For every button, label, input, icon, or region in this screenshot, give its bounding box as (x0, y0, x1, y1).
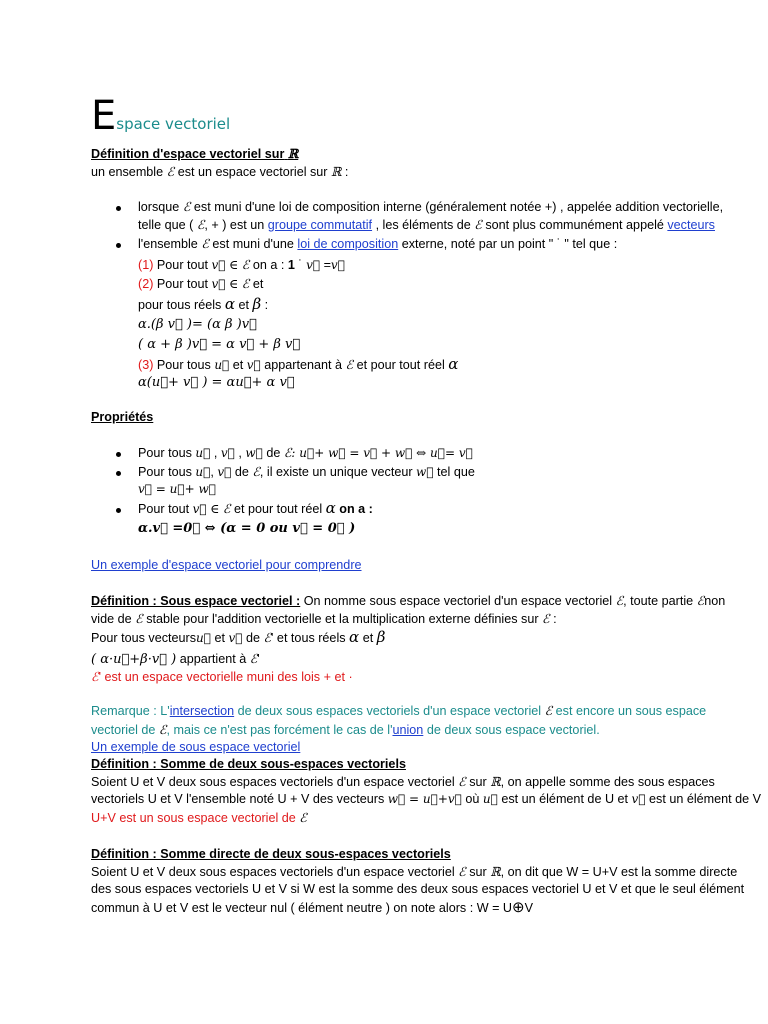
page-title (91, 93, 231, 145)
prop-2-equation: v⃗ = u⃗+ w⃗ (138, 482, 216, 496)
title-rest: space vectoriel (116, 115, 231, 133)
bullet-dot (116, 452, 121, 457)
union-link[interactable]: union (392, 723, 424, 737)
somme-line-3: U+V est un sous espace vectoriel de ℰ (91, 810, 307, 825)
groupe-commutatif-link[interactable]: groupe commutatif (267, 218, 373, 232)
bullet-dot (116, 508, 121, 513)
directe-line-2: des sous espaces vectoriels U et V si W est la somme des deux sous espaces vectoriel U et V et que le seul élément (91, 882, 745, 896)
formula-2: ( α + β )v⃗ = α v⃗ + β v⃗ (138, 337, 301, 352)
def-ev-bullet-1-line-2: telle que ( ℰ, + ) est un groupe commutatif , les éléments de ℰ sont plus communément appelé vecteurs (138, 217, 715, 232)
somme-heading: Définition : Somme de deux sous-espaces vectoriels (91, 757, 406, 771)
vecteurs-link[interactable]: vecteurs (667, 218, 715, 232)
def-ev-bullet-1-line-1: lorsque ℰ est muni d'une loi de composition interne (généralement notée +) , appelée addition vectorielle, (138, 199, 724, 214)
example-subspace-link[interactable]: Un exemple de sous espace vectoriel (91, 740, 301, 754)
directe-line-3: commun à U et V est le vecteur nul ( élément neutre ) on note alors : W = U⊕V (91, 899, 534, 916)
prop-2: Pour tous u⃗, v⃗ de ℰ, il existe un unique vecteur w⃗ tel que (138, 464, 475, 479)
axiom-3: (3) Pour tous u⃗ et v⃗ appartenant à ℰ et pour tout réel α (138, 355, 459, 373)
bullet-dot (116, 471, 121, 476)
remarque-line-1: Remarque : L'intersection de deux sous espaces vectoriels d'un espace vectoriel ℰ est encore un sous espace (91, 703, 707, 718)
axiom-1: (1) Pour tout v⃗ ∈ ℰ on a : 1 ˙ v⃗ =v⃗ (138, 257, 345, 272)
sev-heading: Définition : Sous espace vectoriel : (91, 594, 301, 608)
props-heading: Propriétés (91, 410, 154, 424)
somme-line-1: Soient U et V deux sous espaces vectoriels d'un espace vectoriel ℰ sur ℝ, on appelle somme des sous espaces (91, 774, 715, 789)
remarque-line-2: vectoriel de ℰ, mais ce n'est pas forcément le cas de l'union de deux sous espace vectoriel. (91, 722, 600, 737)
sev-line-3: Pour tous vecteursu⃗ et v⃗ de ℰ' et tous réels α et β (91, 628, 386, 646)
sev-line-4: ( α·u⃗+β·v⃗ ) appartient à ℰ' (91, 651, 260, 667)
formula-1: α.(β v⃗ )= (α β )v⃗ (138, 317, 257, 332)
title-initial: E (91, 93, 117, 139)
intersection-link[interactable]: intersection (169, 704, 235, 718)
somme-line-2: vectoriels U et V l'ensemble noté U + V des vecteurs w⃗ = u⃗+v⃗ où u⃗ est un élément de U et v⃗ est un élément de V (91, 792, 762, 806)
bullet-dot (116, 206, 121, 211)
sev-line-2: vide de ℰ stable pour l'addition vectorielle et la multiplication externe définies sur ℰ : (91, 611, 557, 626)
directe-heading: Définition : Somme directe de deux sous-espaces vectoriels (91, 847, 451, 861)
axiom-2: (2) Pour tout v⃗ ∈ ℰ et (138, 276, 264, 291)
def-ev-heading: Définition d'espace vectoriel sur ℝ (91, 146, 299, 161)
prop-1: Pour tous u⃗ , v⃗ , w⃗ de ℰ: u⃗+ w⃗ = v⃗ + w⃗ ⇔ u⃗= v⃗ (138, 445, 473, 460)
axiom-2-reals: pour tous réels α et β : (138, 295, 269, 313)
def-ev-intro: un ensemble ℰ est un espace vectoriel sur ℝ : (91, 164, 349, 179)
sev-line-1: Définition : Sous espace vectoriel : On nomme sous espace vectoriel d'un espace vectoriel ℰ, toute partie ℰnon (91, 593, 726, 608)
prop-3: Pour tout v⃗ ∈ ℰ et pour tout réel α on a : (138, 499, 373, 517)
loi-de-composition-link[interactable]: loi de composition (297, 237, 399, 251)
directe-line-1: Soient U et V deux sous espaces vectoriels d'un espace vectoriel ℰ sur ℝ, on dit que W = U+V est la somme directe (91, 864, 738, 879)
example-vector-space-link[interactable]: Un exemple d'espace vectoriel pour comprendre (91, 558, 362, 572)
sev-line-5: ℰ' est un espace vectorielle muni des lois + et · (91, 669, 353, 684)
formula-3: α(u⃗+ v⃗ ) = αu⃗+ α v⃗ (138, 375, 295, 390)
bullet-dot (116, 243, 121, 248)
prop-3-equation: α.v⃗ =0⃗ ⇔ (α = 0 ou v⃗ = 0⃗ ) (138, 521, 356, 536)
def-ev-bullet-2: l'ensemble ℰ est muni d'une loi de composition externe, noté par un point " ˙ " tel que : (138, 236, 618, 251)
